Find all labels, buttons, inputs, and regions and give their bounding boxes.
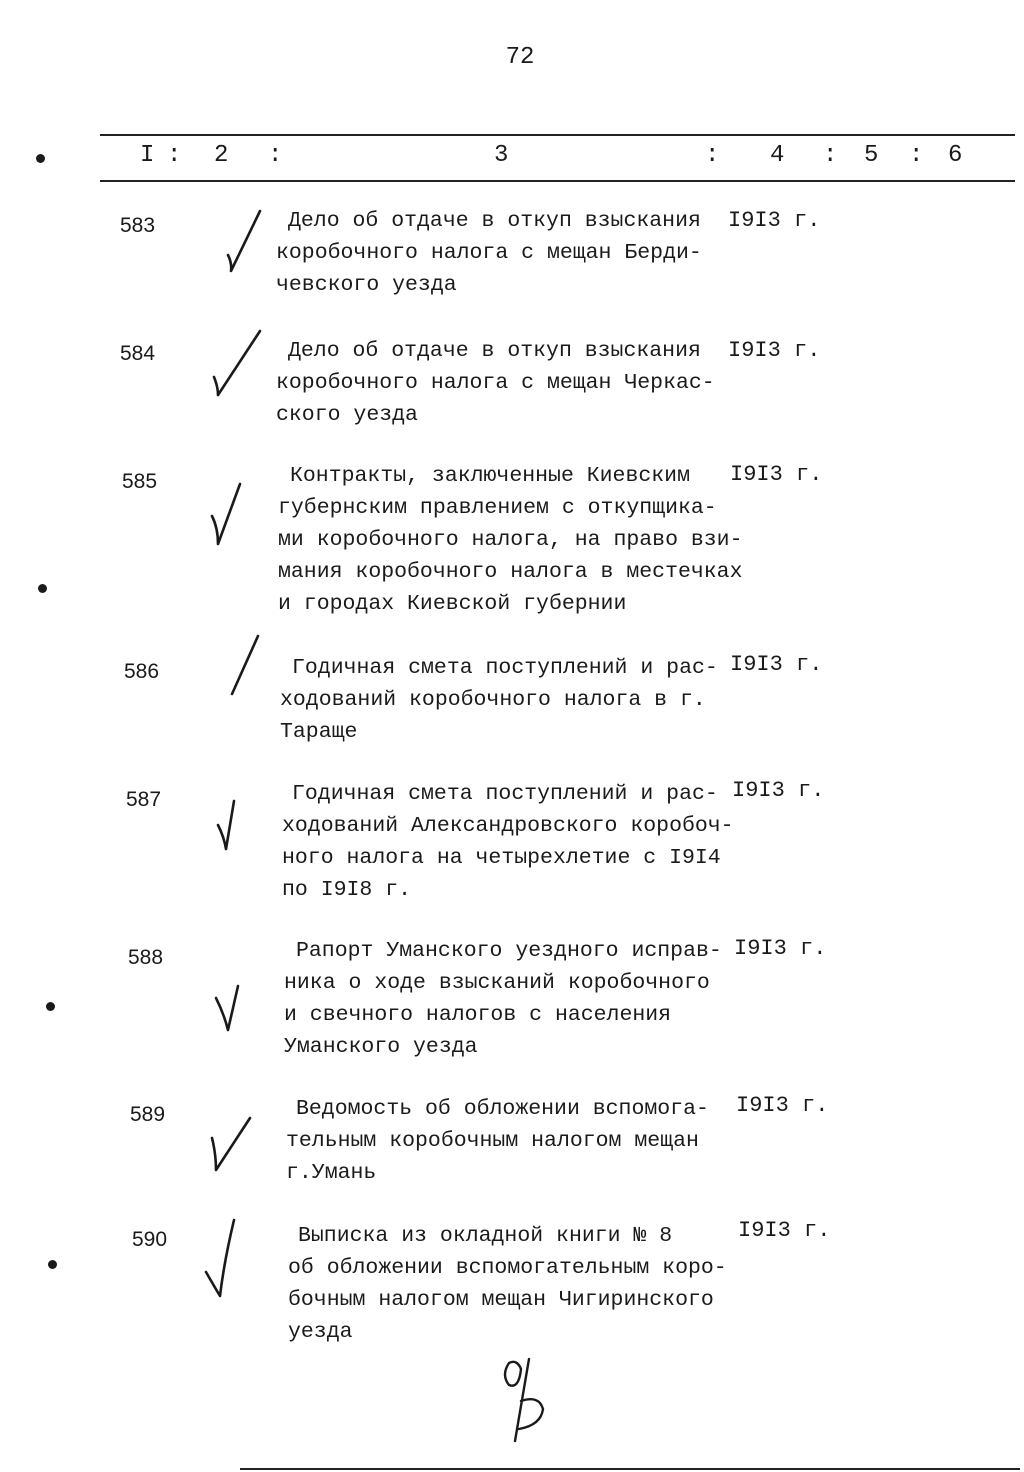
description-line: губернским правлением с откупщика- — [278, 496, 717, 520]
column-separator: : — [268, 142, 283, 169]
entry-number: 583 — [120, 214, 156, 237]
column-header-6: 6 — [948, 142, 963, 169]
entry-year: I9I3 г. — [732, 778, 825, 803]
description-line: мания коробочного налога в местечках — [278, 560, 743, 584]
column-header-2: 2 — [214, 142, 229, 169]
page-number: 72 — [505, 44, 535, 71]
description-line: г.Умань — [286, 1161, 377, 1185]
description-line: об обложении вспомогательным коро- — [288, 1256, 727, 1280]
description-line: Дело об отдаче в откуп взыскания — [288, 209, 701, 233]
description-line: ходований Александровского коробоч- — [282, 814, 734, 838]
description-line: Выписка из окладной книги № 8 — [298, 1224, 673, 1248]
column-header-4: 4 — [770, 142, 785, 169]
description-line: Дело об отдаче в откуп взыскания — [288, 339, 701, 363]
entry-description — [288, 1220, 758, 1348]
description-line: Уманского уезда — [284, 1035, 478, 1059]
entry-year: I9I3 г. — [734, 936, 827, 961]
check-mark-icon — [198, 1212, 268, 1322]
description-line: ского уезда — [276, 403, 418, 427]
description-line: тельным коробочным налогом мещан — [286, 1129, 699, 1153]
description-line: Годичная смета поступлений и рас- — [292, 656, 718, 680]
description-line: Контракты, заключенные Киевским — [290, 464, 690, 488]
entry-description — [284, 935, 754, 1063]
description-line: и свечного налогов с населения — [284, 1003, 672, 1027]
page-bottom-rule — [240, 1468, 1020, 1470]
description-line: коробочного налога с мещан Черкас- — [276, 371, 715, 395]
description-line: ного налога на четырехлетие с I9I4 — [282, 846, 721, 870]
column-separator: : — [823, 142, 838, 169]
description-line: Ведомость об обложении вспомога- — [296, 1097, 709, 1121]
entry-year: I9I3 г. — [738, 1218, 831, 1243]
entry-number: 590 — [132, 1228, 168, 1251]
handwritten-signature — [495, 1355, 565, 1445]
entry-description — [276, 205, 746, 301]
header-rule-top — [100, 134, 1015, 136]
entry-year: I9I3 г. — [736, 1093, 829, 1118]
entry-number: 588 — [128, 946, 164, 969]
check-mark-icon — [200, 1110, 270, 1220]
check-mark-icon — [208, 980, 278, 1090]
description-line: Рапорт Уманского уездного исправ- — [296, 939, 722, 963]
entry-year: I9I3 г. — [728, 338, 821, 363]
binder-hole — [36, 154, 45, 163]
entry-description — [278, 460, 748, 620]
entry-description — [276, 335, 746, 431]
header-rule-bottom — [100, 180, 1015, 182]
description-line: ника о ходе взысканий коробочного — [284, 971, 710, 995]
column-separator: : — [705, 142, 720, 169]
entry-year: I9I3 г. — [730, 652, 823, 677]
description-line: ми коробочного налога, на право взи- — [278, 528, 743, 552]
description-line: коробочного налога с мещан Берди- — [276, 241, 702, 265]
description-line: Годичная смета поступлений и рас- — [292, 782, 718, 806]
entry-number: 584 — [120, 342, 156, 365]
description-line: и городах Киевской губернии — [278, 592, 627, 616]
entry-number: 587 — [126, 788, 162, 811]
column-separator: : — [909, 142, 924, 169]
column-separator: : — [167, 142, 182, 169]
binder-hole — [38, 584, 47, 593]
entry-number: 586 — [124, 660, 160, 683]
description-line: уезда — [288, 1320, 353, 1344]
binder-hole — [46, 1002, 55, 1011]
description-line: чевского уезда — [276, 273, 457, 297]
entry-description — [282, 778, 752, 906]
entry-year: I9I3 г. — [728, 208, 821, 233]
entry-number: 585 — [122, 470, 158, 493]
check-mark-icon — [204, 325, 274, 435]
entry-year: I9I3 г. — [730, 462, 823, 487]
entry-description — [280, 652, 750, 748]
entry-number: 589 — [130, 1103, 166, 1126]
description-line: ходований коробочного налога в г. — [280, 688, 706, 712]
entry-description — [286, 1093, 756, 1189]
column-header-5: 5 — [864, 142, 879, 169]
description-line: по I9I8 г. — [282, 878, 412, 902]
column-header-1: I — [140, 142, 155, 169]
check-mark-icon — [208, 795, 278, 905]
description-line: Тараще — [280, 720, 358, 744]
column-header-3: 3 — [494, 142, 509, 169]
check-mark-icon — [200, 480, 270, 590]
description-line: бочным налогом мещан Чигиринского — [288, 1288, 714, 1312]
binder-hole — [48, 1260, 57, 1269]
